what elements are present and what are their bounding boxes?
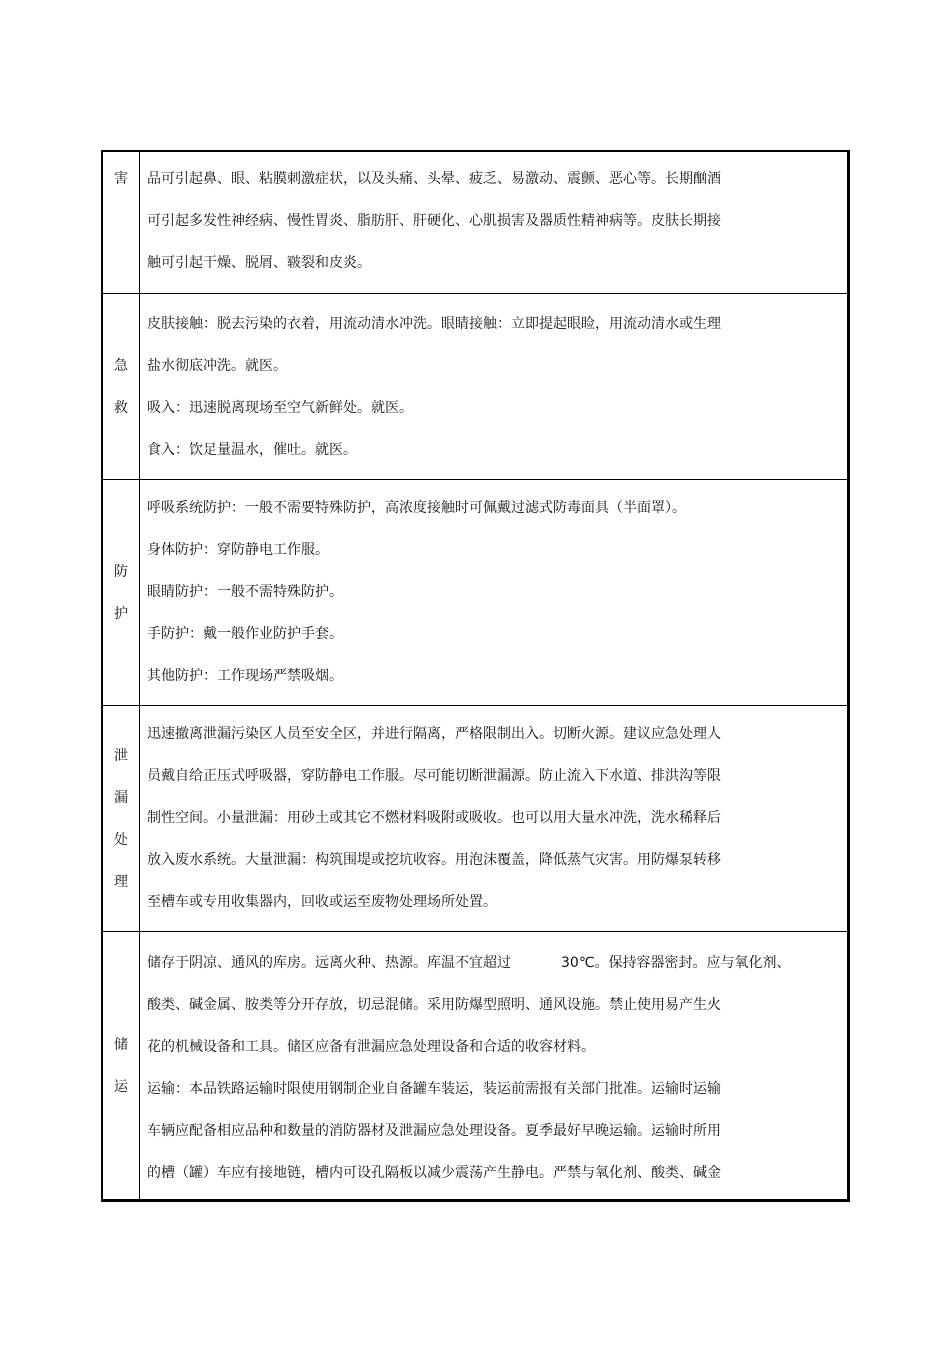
content-line: 皮肤接触：脱去污染的衣着，用流动清水冲洗。眼睛接触：立即提起眼睑，用流动清水或生理 (147, 316, 721, 332)
content-line: 盐水彻底冲洗。就医。 (147, 358, 287, 374)
table-row-protection (103, 479, 847, 705)
table-row-hazard (103, 152, 847, 293)
row-label-char: 处 (114, 831, 128, 848)
content-line: 身体防护：穿防静电工作服。 (147, 542, 329, 558)
content-text: 30℃。保持容器密封。应与氧化剂、 (561, 955, 791, 971)
content-line: 吸入：迅速脱离现场至空气新鲜处。就医。 (147, 400, 413, 416)
row-label-storage-transport (103, 932, 140, 1199)
content-line: 品可引起鼻、眼、粘膜刺激症状，以及头痛、头晕、疲乏、易激动、震颤、恶心等。长期酗酒 (147, 171, 721, 187)
row-label-char: 泄 (114, 747, 128, 764)
content-line: 手防护：戴一般作业防护手套。 (147, 626, 343, 642)
row-content-storage-transport (140, 932, 847, 1199)
content-line (147, 942, 847, 984)
row-content-spill-handling (140, 706, 847, 931)
content-line: 可引起多发性神经病、慢性胃炎、脂肪肝、肝硬化、心肌损害及器质性精神病等。皮肤长期接 (147, 213, 721, 229)
content-line: 放入废水系统。大量泄漏：构筑围堤或挖坑收容。用泡沫覆盖，降低蒸气灾害。用防爆泵转移 (147, 852, 721, 868)
table-row-spill-handling (103, 705, 847, 931)
content-line: 至槽车或专用收集器内，回收或运至废物处理场所处置。 (147, 894, 497, 910)
content-line: 眼睛防护：一般不需特殊防护。 (147, 584, 343, 600)
row-label-char: 漏 (114, 789, 128, 806)
table-row-first-aid (103, 293, 847, 479)
content-line: 呼吸系统防护：一般不需要特殊防护，高浓度接触时可佩戴过滤式防毒面具（半面罩）。 (147, 500, 686, 516)
content-line: 员戴自给正压式呼吸器，穿防静电工作服。尽可能切断泄漏源。防止流入下水道、排洪沟等限 (147, 768, 721, 784)
row-label-char: 防 (114, 563, 128, 580)
content-line: 花的机械设备和工具。储区应备有泄漏应急处理设备和合适的收容材料。 (147, 1039, 595, 1055)
row-label-char: 储 (114, 1036, 128, 1053)
content-line: 食入：饮足量温水，催吐。就医。 (147, 442, 357, 458)
content-line: 车辆应配备相应品种和数量的消防器材及泄漏应急处理设备。夏季最好早晚运输。运输时所用 (147, 1123, 721, 1139)
row-content-hazard (140, 152, 847, 293)
row-label-char: 害 (114, 171, 128, 187)
row-label-char: 运 (114, 1078, 128, 1095)
content-line: 的槽（罐）车应有接地链，槽内可设孔隔板以减少震荡产生静电。严禁与氧化剂、酸类、碱金 (147, 1165, 721, 1181)
row-label-char: 护 (114, 605, 128, 622)
row-content-protection (140, 480, 847, 705)
row-label-char: 救 (114, 399, 128, 416)
table-row-storage-transport (103, 931, 847, 1199)
row-content-first-aid (140, 294, 847, 479)
row-label-hazard (103, 152, 140, 293)
row-label-char: 理 (114, 873, 128, 890)
row-label-protection (103, 480, 140, 705)
row-label-char: 急 (114, 357, 128, 374)
content-line: 酸类、碱金属、胺类等分开存放，切忌混储。采用防爆型照明、通风设施。禁止使用易产生火 (147, 997, 721, 1013)
content-line: 其他防护：工作现场严禁吸烟。 (147, 668, 343, 684)
content-line: 迅速撤离泄漏污染区人员至安全区，并进行隔离，严格限制出入。切断火源。建议应急处理人 (147, 726, 721, 742)
row-label-spill-handling (103, 706, 140, 931)
msds-table (101, 150, 850, 1202)
content-line: 运输：本品铁路运输时限使用钢制企业自备罐车装运，装运前需报有关部门批准。运输时运输 (147, 1081, 721, 1097)
content-text: 储存于阴凉、通风的库房。远离火种、热源。库温不宜超过 (147, 955, 511, 971)
content-line: 制性空间。小量泄漏：用砂土或其它不燃材料吸附或吸收。也可以用大量水冲洗，洗水稀释后 (147, 810, 721, 826)
content-line: 触可引起干燥、脱屑、皲裂和皮炎。 (147, 255, 371, 271)
row-label-first-aid (103, 294, 140, 479)
